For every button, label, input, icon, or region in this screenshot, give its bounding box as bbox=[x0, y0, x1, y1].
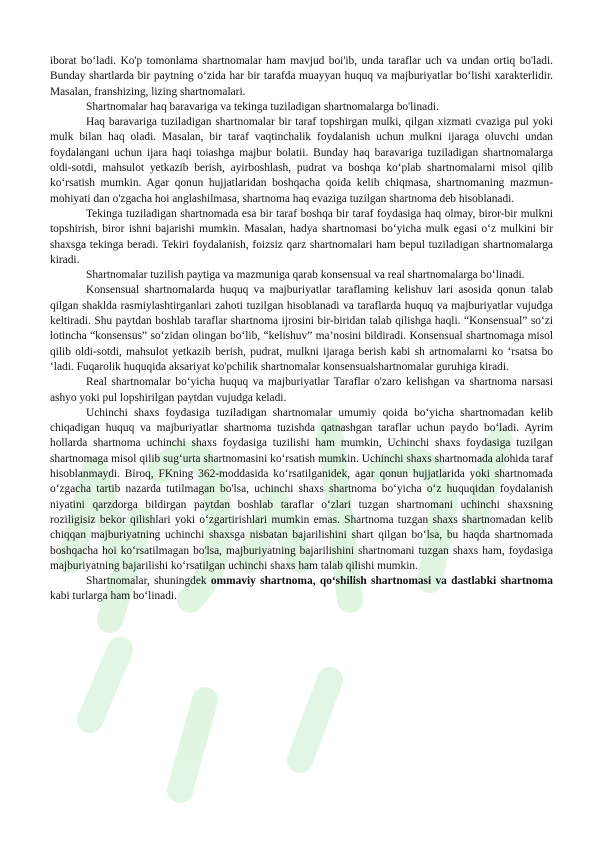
document-body bbox=[50, 54, 553, 605]
paragraph: Real shartnomalar bo‘yicha huquq va majburiyatlar Taraflar o'zaro kelishgan va shartnoma narsasi ashyo yoki pul lopshirilgan paytdan vujudga keladi. bbox=[50, 376, 553, 404]
watermark-stroke bbox=[300, 680, 330, 760]
closing-text: kabi turlarga ham bo‘linadi. bbox=[50, 590, 177, 603]
bold-term: ommaviy shartnoma, qo‘shilish shartnomasi va dastlabki shartnoma bbox=[210, 575, 553, 588]
paragraph: Haq baravariga tuziladigan shartnomalar bir taraf topshirgan mulki, qilgan xizmati cvaziga pul yoki mulk bilan haq oladi. Masalan, bir taraf vaqtinchalik foydalanish uchun mulkni ijaraga oluvchi undan foydalangani uchun ijara haqi toiashga majbur bolatii. Bunday haq baravariga tuziladigan shartnomalarga oldi-sotdi, mahsulot yetkazib berish, ayirboshlash, pudrat va boshqa ko‘plab shartnomalarni misol qilib ko‘rsatish mumkin. Agar qonun hujjatlaridan boshqacha qoida kelib chiqmasa, shartnomaning mazmun-mohiyati dan o'zgacha hoi anglashilmasa, shartnoma haq evaziga tuzilgan shartnoma deb hisoblanadi. bbox=[50, 116, 553, 205]
watermark-stroke bbox=[90, 650, 120, 720]
closing-text: Shartnomalar, shuningdek bbox=[86, 575, 211, 588]
paragraph: Uchinchi shaxs foydasiga tuziladigan shartnomalar umumiy qoida bo‘yicha shartnomadan kelib chiqadigan huquq va majburiyatlar shartnoma tuzishda qatnashgan taraflar uchun paydo bo‘ladi. Ayrim hollarda shartnoma uchinchi shaxs foydasiga tuzilishi ham mumkin, Uchinchi shaxs foydasiga tuzilgan shartnomaga misol qilib sug‘urta shartnomasini ko‘rsatish mumkin. Uchinchi shaxs shartnomada alohida taraf hisoblanmaydi. Biroq, FKning 362-moddasida ko‘rsatilganidek, agar qonun hujjatlarida yoki shartnomada o‘zgacha tartib nazarda tutilmagan bo'lsa, uchinchi shaxs shartnoma bo‘yicha o‘z huquqidan foydalanish niyatini qarzdorga bildirgan paytdan boshlab taraflar o‘zlari tuzgan shartnomani uchinchi shaxsning roziligisiz bekor qilishlari yoki o‘zgartirishlari mumkin emas. Shartnoma tuzgan shaxs shartnomadan kelib chiqqan majburiyatning uchinchi shaxsga nisbatan bajarilishini shart qilgan bo‘lsa, bu haqda shartnomada boshqacha hoi ko‘rsatilmagan bo'lsa, majburiyatning bajarilishini shartnomani tuzgan shaxs ham, foydasiga majburiyatning bajarilishi ko‘rsatilgan uchinchi shaxs ham talab qilishi mumkin. bbox=[50, 406, 553, 572]
paragraph: iborat bo‘ladi. Ko'p tomonlama shartnomalar ham mavjud boi'ib, unda taraflar uch va undan ortiq bo'ladi. Bunday shartlarda bir paytning o‘zida har bir tarafda muayyan huquq va majburiyatlar bo‘lishi xarakterlidir. Masalan, franshizing, lizing shartnomalari. bbox=[50, 55, 553, 98]
watermark-stroke bbox=[180, 700, 205, 790]
paragraph: Konsensual shartnomalarda huquq va majburiyatlar taraflaming kelishuv lari asosida qonun talab qilgan shaklda rasmiylashtirganlari zahoti tuzilgan hisoblanadi va taraflarda huquq va majburiyatlar vujudga keltiradi. Shu paytdan boshlab taraflar shartnoma ijrosini bir-biridan talab qilishga haqli. “Konsensual” so‘zi lotincha “konsensus” so‘zidan olingan bo‘lib, “kelishuv” ma’nosini bildiradi. Konsensual shartnomaga misol qilib oldi-sotdi, mahsulot yetkazib berish, pudrat, mulkni ijaraga berish kabi sh artnomalarni ko ‘rsatsa bo ‘ladi. Fuqarolik huquqida aksariyat ko'pchilik shartnomalar konsensualshartnomalar guruhiga kiradi. bbox=[50, 284, 553, 373]
paragraph: Shartnomalar tuzilish paytiga va mazmuniga qarab konsensual va real shartnomalarga bo‘linadi. bbox=[86, 269, 525, 282]
document-page bbox=[50, 54, 553, 605]
paragraph: Shartnomalar haq baravariga va tekinga tuziladigan shartnomalarga bo'linadi. bbox=[86, 100, 439, 113]
closing-paragraph bbox=[50, 574, 553, 605]
paragraph: Tekinga tuziladigan shartnomada esa bir taraf boshqa bir taraf foydasiga haq olmay, biror-bir mulkni topshirish, biror ishni bajarishi mumkin. Masalan, hadya shartnomasi bo‘yicha mulk egasi o‘z mulkini bir shaxsga tekinga beradi. Tekiri foydalanish, foizsiz qarz shartnomalari ham bepul tuziladigan shartnomalarga kiradi. bbox=[50, 207, 553, 266]
